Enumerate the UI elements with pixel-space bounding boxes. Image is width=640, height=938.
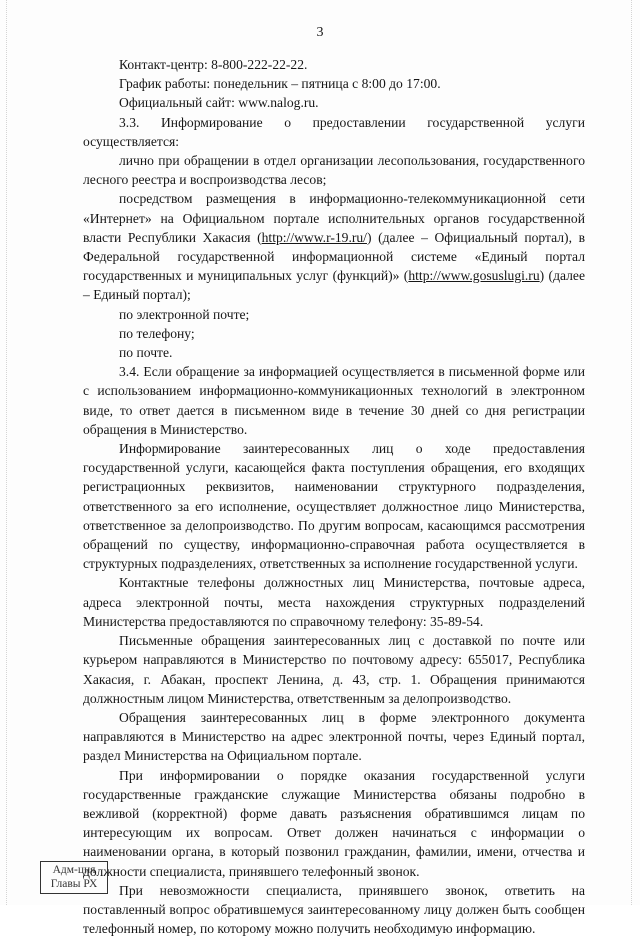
section-3-4-paragraph: 3.4. Если обращение за информацией осуществляется в письменной форме или с использованием информационно-коммуникационных технологий в электронном виде, то ответ дается в письменном виде в течение 30 дней со дня регистрации обращения в Министерство.	[83, 364, 585, 437]
stamp-line-1: Адм-ция	[52, 864, 96, 876]
document-body	[83, 55, 585, 938]
written-requests-paragraph: Письменные обращения заинтересованных лиц с доставкой по почте или курьером направляются в Министерство по почтовому адресу: 655017, Республика Хакасия, г. Абакан, проспект Ленина, д. 43, стр. 1. Обращения принимаются должностным лицом Министерства, ответственным за делопроизводство.	[83, 633, 585, 706]
electronic-requests-paragraph: Обращения заинтересованных лиц в форме электронного документа направляются в Министерство на адрес электронной почты, через Единый портал, раздел Министерства на Официальном портале.	[83, 709, 585, 764]
informing-procedure-paragraph: При информировании о порядке оказания государственной услуги государственные гражданские служащие Министерства обязаны подробно в вежливой (корректной) форме давать разъяснения обратившимся лицам по интересующим их вопросам. Ответ должен начинаться с информации о наименовании органа, в который позвонил гражданин, фамилии, имени, отчества и должности специалиста, принявшего телефонный звонок.	[83, 767, 585, 879]
impossibility-paragraph: При невозможности специалиста, принявшего звонок, ответить на поставленный вопрос обратившемуся заинтересованному лицу должен быть сообщен телефонный номер, по которому можно получить необходимую информацию.	[83, 882, 585, 937]
internet-text-1: посредством размещения в информационно-телекоммуникационной сети «Интернет» на Официальном портале исполнительных органов государственной власти Республики Хакасия (	[83, 191, 585, 245]
working-hours-line: График работы: понедельник – пятница с 8:00 до 17:00.	[119, 76, 441, 92]
gosuslugi-link[interactable]: http://www.gosuslugi.ru	[408, 268, 540, 284]
section-3-3-paragraph: 3.3. Информирование о предоставлении государственной услуги осуществляется:	[83, 114, 585, 149]
internet-text-2: ) (далее – Официальный портал), в Федеральной государственной информационной системе «Единый портал государственных и муниципальных услуг (функций)» (	[83, 229, 585, 284]
internet-paragraph	[83, 189, 585, 304]
internet-text-3: ) (далее – Единый портал);	[83, 268, 585, 303]
stamp-line-2: Главы РХ	[50, 877, 98, 890]
by-phone-line: по телефону;	[119, 325, 195, 341]
page-number: 3	[316, 25, 324, 40]
by-email-line: по электронной почте;	[119, 306, 250, 322]
contact-phones-paragraph: Контактные телефоны должностных лиц Министерства, почтовые адреса, адреса электронной почты, места нахождения структурных подразделений Министерства предоставляются по справочному телефону: 35-89-54.	[83, 575, 585, 629]
contact-center-line: Контакт-центр: 8-800-222-22-22.	[119, 57, 308, 72]
informing-progress-paragraph: Информирование заинтересованных лиц о ходе предоставления государственной услуги, касающейся факта поступления обращения, его входящих регистрационных реквизитов, наименовании структурного подразделения, ответственного за его исполнение, осуществляет должностное лицо Министерства, ответственное за делопроизводство. По другим вопросам, касающимся рассмотрения обращений по существу, информационно-справочная работа осуществляется в структурных подразделениях, ответственных за исполнение государственной услуги.	[83, 441, 585, 572]
r19-link[interactable]: http://www.r-19.ru/	[261, 229, 367, 245]
by-mail-line: по почте.	[119, 345, 173, 361]
administration-stamp	[40, 861, 108, 894]
official-site-line: Официальный сайт: www.nalog.ru.	[119, 95, 319, 111]
in-person-paragraph: лично при обращении в отдел организации лесопользования, государственного лесного реестра и воспроизводства лесов;	[83, 153, 585, 188]
